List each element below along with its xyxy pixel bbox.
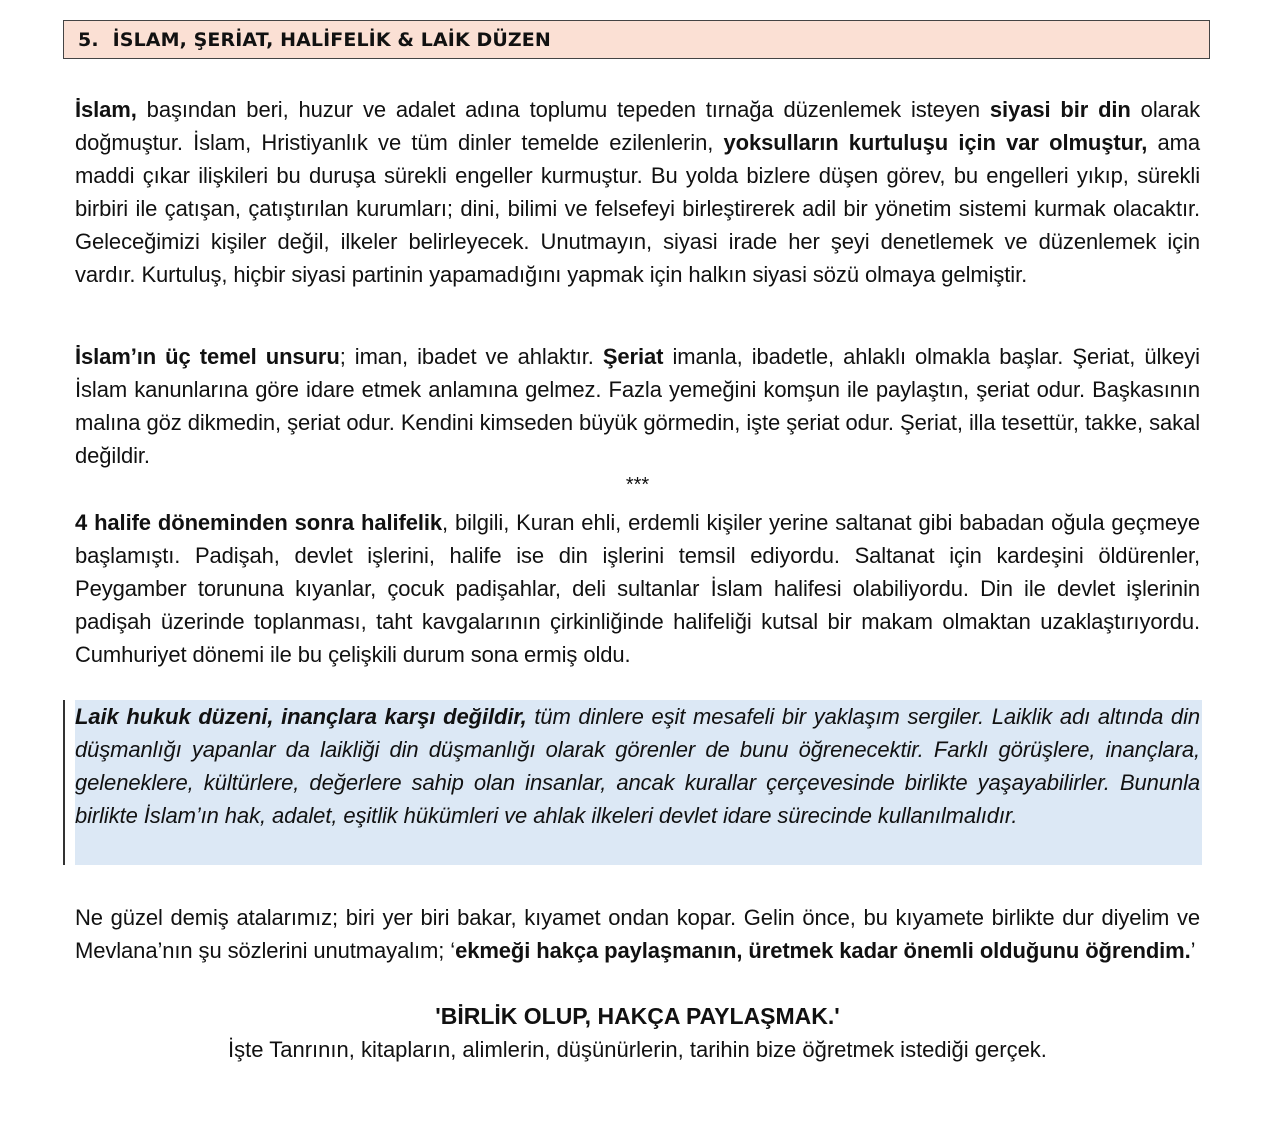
p1-bold-3: yoksulların kurtuluşu için var olmuştur, bbox=[723, 130, 1148, 155]
paragraph-seriat bbox=[75, 340, 1200, 472]
paragraph-closing-quote bbox=[75, 901, 1200, 967]
p1-bold-2: siyasi bir din bbox=[989, 97, 1131, 122]
section-heading bbox=[63, 20, 1210, 59]
p3-text-1: , bilgili, Kuran ehli, erdemli kişiler yerine saltanat gibi babadan oğula geçmeye başlamıştı. Padişah, devlet işlerini, halife ise din işlerini temsil ediyordu. Saltanat için kardeşini öldürenler, Peygamber torununa kıyanlar, çocuk padişahlar, deli sultanlar İslam halifesi olabiliyordu. Din ile devlet işlerinin padişah üzerinde toplanması, taht kavgalarının çirkinliğinde halifeliği kutsal bir makam olmaktan uzaklaştırıyordu. Cumhuriyet dönemi ile bu çelişkili durum sona ermiş oldu. bbox=[75, 510, 1200, 667]
section-number: 5. bbox=[78, 28, 99, 51]
p4-bold-1: Laik hukuk düzeni, inançlara karşı değildir, bbox=[75, 704, 527, 729]
paragraph-halifelik bbox=[75, 506, 1200, 671]
p2-bold-2: Şeriat bbox=[602, 344, 664, 369]
p2-text-1: ; iman, ibadet ve ahlaktır. bbox=[339, 344, 603, 369]
p4-text-1: tüm dinlere eşit mesafeli bir yaklaşım sergiler. Laiklik adı altında din düşmanlığı yapanlar da laikliği din düşmanlığı olarak görenler de bunu öğrenecektir. Farklı görüşlere, inançlara, geleneklere, kültürlere, değerlere sahip olan insanlar, ancak kurallar çerçevesinde birlikte yaşayabilirler. Bununla birlikte İslam’ın hak, adalet, eşitlik hükümleri ve ahlak ilkeleri devlet idare sürecinde kullanılmalıdır. bbox=[75, 704, 1200, 828]
section-title: İSLAM, ŞERİAT, HALİFELİK & LAİK DÜZEN bbox=[112, 28, 551, 51]
p2-bold-1: İslam’ın üç temel unsuru bbox=[75, 344, 340, 369]
p5-bold-1: ekmeği hakça paylaşmanın, üretmek kadar önemli olduğunu öğrendim. bbox=[455, 938, 1191, 963]
p1-text-1: başından beri, huzur ve adalet adına toplumu tepeden tırnağa düzenlemek isteyen bbox=[136, 97, 990, 122]
motto: 'BİRLİK OLUP, HAKÇA PAYLAŞMAK.' bbox=[435, 1003, 840, 1029]
p1-text-3: ama maddi çıkar ilişkileri bu duruşa sürekli engeller kurmuştur. Bu yolda bizlere düşen görev, bu engelleri yıkıp, sürekli birbiri ile çatışan, çatıştırılan kurumları; dini, bilimi ve felsefeyi birleştirerek adil bir yönetim sistemi kurmak olacaktır. Geleceğimizi kişiler değil, ilkeler belirleyecek. Unutmayın, siyasi irade her şeyi denetlemek ve düzenlemek için vardır. Kurtuluş, hiçbir siyasi partinin yapamadığını yapmak için halkın siyasi sözü olmaya gelmiştir. bbox=[75, 130, 1200, 287]
p2-text-2: imanla, ibadetle, ahlaklı olmakla başlar. Şeriat, ülkeyi İslam kanunlarına göre idare etmek anlamına gelmez. Fazla yemeğini komşun ile paylaştın, şeriat odur. Başkasının malına göz dikmedin, şeriat odur. Kendini kimseden büyük görmedin, işte şeriat odur. Şeriat, illa tesettür, takke, sakal değildir. bbox=[75, 344, 1200, 468]
p1-bold-1: İslam, bbox=[75, 97, 137, 122]
paragraph-islam bbox=[75, 93, 1200, 291]
p5-text-1: Ne güzel demiş atalarımız; biri yer biri bakar, kıyamet ondan kopar. Gelin önce, bu kıyamete birlikte dur diyelim ve Mevlana’nın şu sözlerini unutmayalım; ‘ bbox=[75, 905, 1200, 963]
section-separator: *** bbox=[625, 474, 650, 496]
paragraph-laik-quote bbox=[75, 700, 1200, 832]
closing-line: İşte Tanrının, kitapların, alimlerin, düşünürlerin, tarihin bize öğretmek istediği gerçek. bbox=[228, 1037, 1047, 1062]
p1-text-2: olarak doğmuştur. İslam, Hristiyanlık ve tüm dinler temelde ezilenlerin, bbox=[75, 97, 1201, 155]
p3-bold-1: 4 halife döneminden sonra halifelik bbox=[75, 510, 443, 535]
p5-text-2: ’ bbox=[1190, 938, 1196, 963]
quote-left-bar bbox=[63, 700, 65, 865]
